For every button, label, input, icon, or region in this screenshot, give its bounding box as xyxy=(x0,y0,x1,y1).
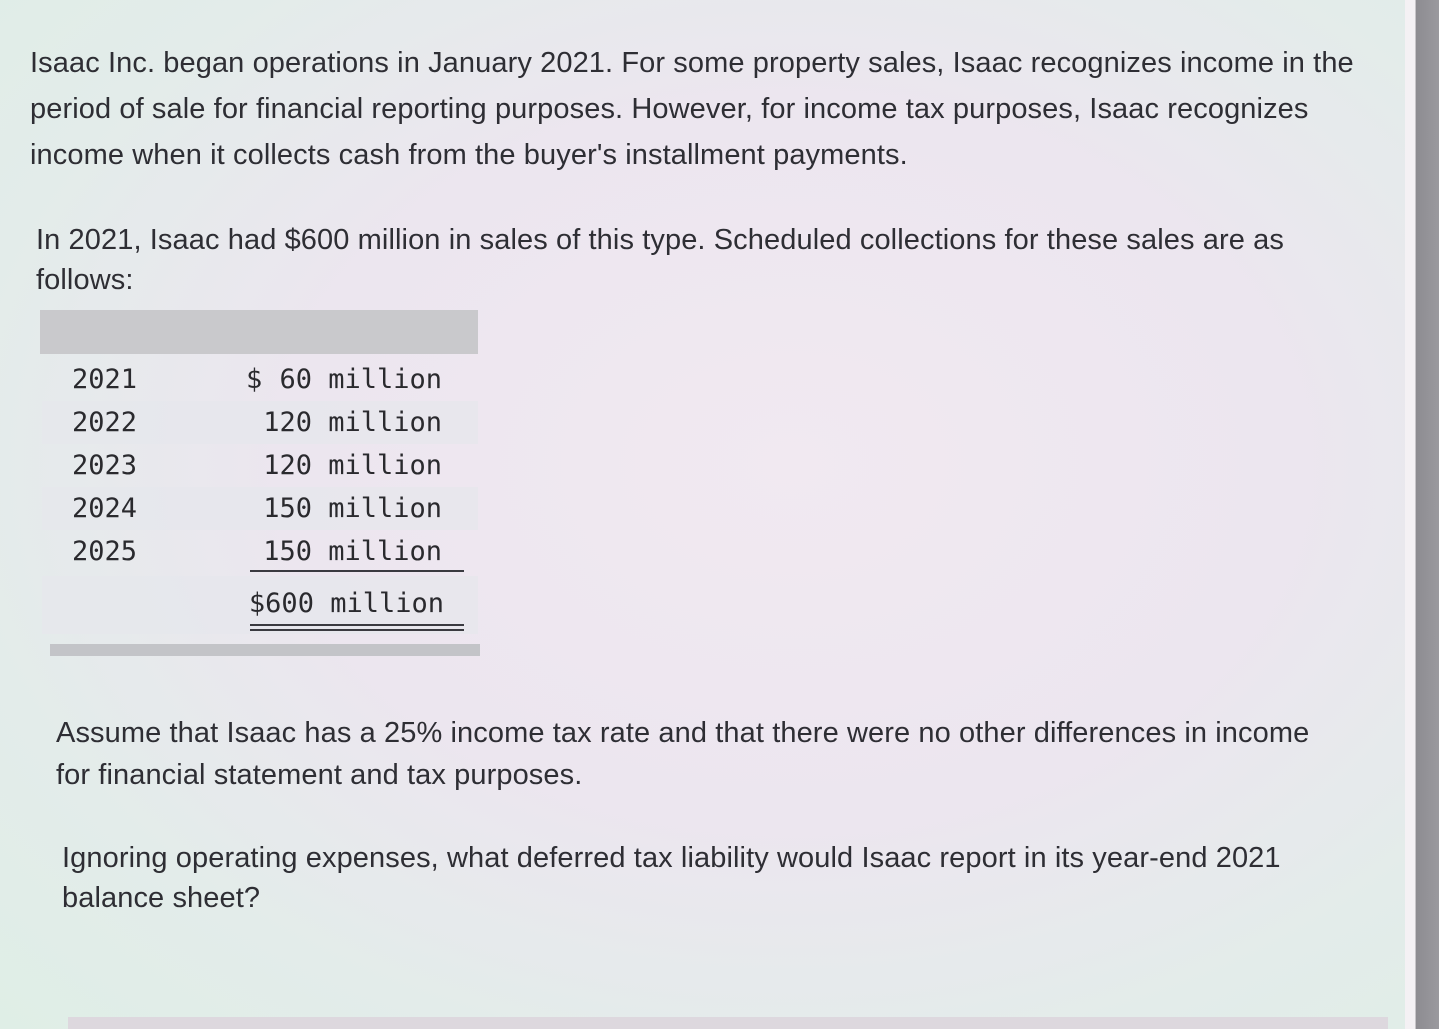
collections-schedule-table xyxy=(40,310,480,660)
table-row xyxy=(42,401,478,444)
assumption-paragraph: Assume that Isaac has a 25% income tax rate and that there were no other differences in income for financial statement and tax purposes. xyxy=(56,717,1310,791)
total-double-rule-top xyxy=(250,624,464,626)
row-amount: 150 million xyxy=(263,493,442,524)
intro-paragraph: Isaac Inc. began operations in January 2021. For some property sales, Isaac recognizes income in the period of sale for financial reporting purposes. However, for income tax purposes, Isaac recognizes income when it collects cash from the buyer's installment payments. xyxy=(30,47,1354,171)
row-amount: 120 million xyxy=(263,407,442,438)
sales-paragraph: In 2021, Isaac had $600 million in sales of this type. Scheduled collections for these sales are as follows: xyxy=(36,224,1284,296)
answer-area-edge xyxy=(68,1017,1388,1029)
row-amount: 120 million xyxy=(263,450,442,481)
subtotal-rule xyxy=(250,570,464,572)
row-currency: $ xyxy=(246,364,263,395)
table-body xyxy=(42,354,478,644)
table-row xyxy=(42,530,478,573)
row-amount: 60 million xyxy=(279,364,442,395)
total-amount: $600 million xyxy=(248,588,444,619)
row-year: 2025 xyxy=(72,536,138,567)
screen-bezel-edge xyxy=(1405,0,1439,1029)
row-year: 2021 xyxy=(72,364,138,395)
row-year: 2023 xyxy=(72,450,138,481)
question-paragraph: Ignoring operating expenses, what deferred tax liability would Isaac report in its year-end 2021 balance sheet? xyxy=(62,842,1281,914)
table-row xyxy=(42,358,478,401)
total-double-rule-bottom xyxy=(250,629,464,631)
table-footer-bar xyxy=(50,644,480,656)
table-header-bar xyxy=(40,310,478,354)
table-row xyxy=(42,444,478,487)
row-amount: 150 million xyxy=(263,536,442,567)
row-year: 2024 xyxy=(72,493,138,524)
row-year: 2022 xyxy=(72,407,138,438)
table-row xyxy=(42,487,478,530)
